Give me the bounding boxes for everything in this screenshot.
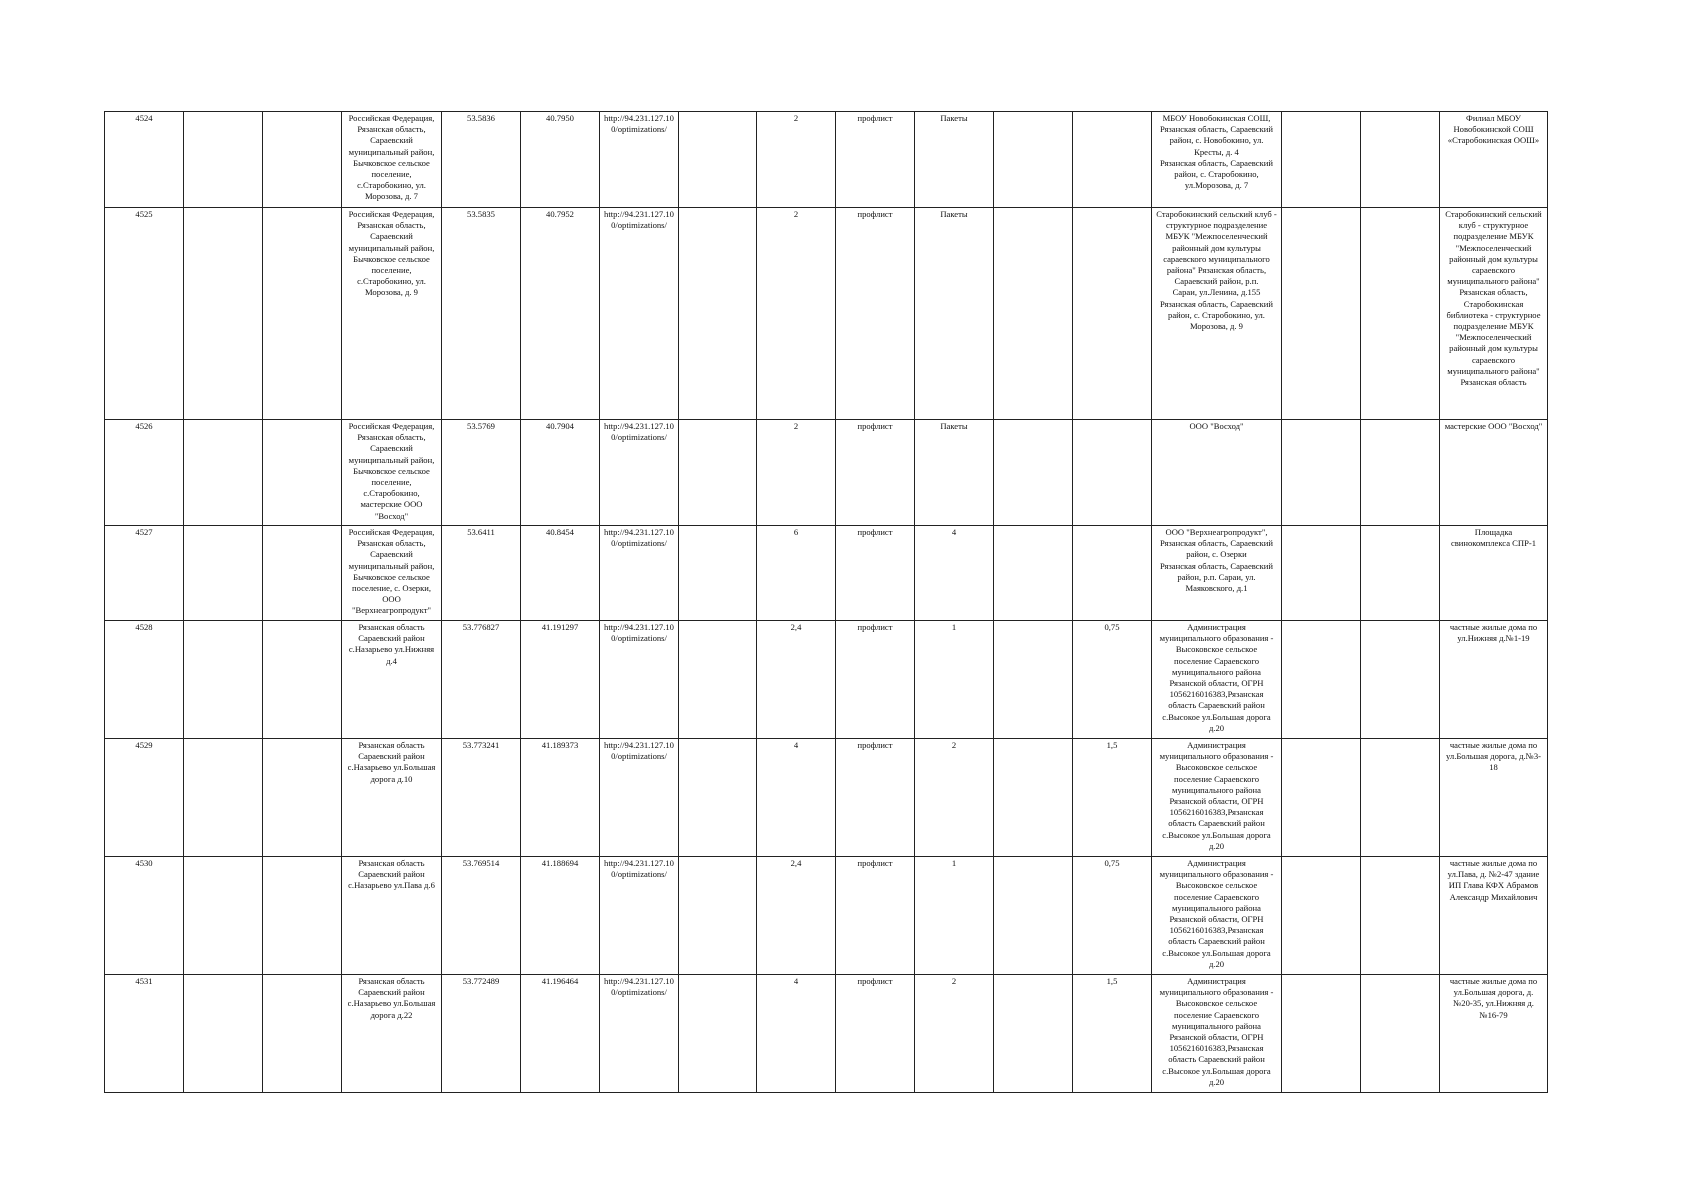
count-text: 1 bbox=[951, 858, 957, 868]
cell-id bbox=[105, 420, 184, 526]
cell-empty bbox=[1282, 112, 1361, 208]
volume-text: 0,75 bbox=[1104, 858, 1120, 868]
cell-empty bbox=[1361, 208, 1440, 420]
address-text: Рязанская область Сараевский район с.Назарьево ул.Нижняя д.4 bbox=[348, 622, 435, 666]
lat-text: 53.5836 bbox=[467, 113, 495, 123]
address-text: Рязанская область Сараевский район с.Назарьево ул.Пава д.6 bbox=[348, 858, 435, 891]
cell-empty bbox=[679, 739, 757, 857]
cell-empty bbox=[679, 112, 757, 208]
lon-text: 40.7952 bbox=[546, 209, 574, 219]
lat-text: 53.6411 bbox=[467, 527, 495, 537]
cell-url bbox=[600, 621, 679, 739]
cell-count bbox=[915, 857, 994, 975]
cell-area bbox=[757, 420, 836, 526]
source-text: частные жилые дома по ул.Нижняя д.№1-19 bbox=[1449, 622, 1538, 644]
table-row bbox=[105, 526, 1548, 621]
cell-source bbox=[1440, 739, 1548, 857]
material-text: профлист bbox=[857, 858, 893, 868]
cell-material bbox=[836, 857, 915, 975]
cell-lon bbox=[521, 208, 600, 420]
area-text: 2,4 bbox=[790, 622, 802, 632]
cell-owner bbox=[1152, 739, 1282, 857]
material-text: профлист bbox=[857, 421, 893, 431]
area-text: 4 bbox=[793, 740, 799, 750]
cell-address bbox=[342, 621, 442, 739]
source-text: мастерские ООО "Восход" bbox=[1444, 421, 1543, 431]
id-text: 4527 bbox=[135, 527, 153, 537]
area-text: 2 bbox=[793, 113, 799, 123]
cell-lon bbox=[521, 975, 600, 1093]
address-text: Российская Федерация, Рязанская область, Сараевский муниципальный район, Бычковское сельское поселение, с.Старобокино, мастерские ООО "Восход" bbox=[348, 421, 435, 521]
lat-text: 53.776827 bbox=[462, 622, 500, 632]
id-text: 4529 bbox=[135, 740, 153, 750]
cell-empty bbox=[679, 621, 757, 739]
cell-url bbox=[600, 420, 679, 526]
owner-text: Администрация муниципального образования - Высоковское сельское поселение Сараевского муниципального района Рязанской области, ОГРН 1056216016383,Рязанская область Сараевский район с.Высокое ул.Большая дорога д.20 bbox=[1159, 976, 1274, 1087]
lon-text: 41.189373 bbox=[541, 740, 579, 750]
material-text: профлист bbox=[857, 622, 893, 632]
lon-text: 40.7950 bbox=[546, 113, 574, 123]
cell-count bbox=[915, 208, 994, 420]
cell-empty bbox=[679, 420, 757, 526]
url-text: http://94.231.127.10 0/optimizations/ bbox=[604, 976, 674, 998]
count-text: 4 bbox=[951, 527, 957, 537]
cell-count bbox=[915, 739, 994, 857]
cell-empty bbox=[1361, 857, 1440, 975]
cell-url bbox=[600, 112, 679, 208]
cell-lat bbox=[442, 526, 521, 621]
source-text: Филиал МБОУ Новобокинской СОШ «Старобокинская ООШ» bbox=[1447, 113, 1540, 146]
address-text: Российская Федерация, Рязанская область, Сараевский муниципальный район, Бычковское сельское поселение, с. Озерки, ООО "Верхнеагропродукт" bbox=[348, 527, 435, 616]
source-text: Площадка свинокомплекса СПР-1 bbox=[1450, 527, 1537, 549]
cell-empty bbox=[184, 526, 263, 621]
cell-area bbox=[757, 526, 836, 621]
lat-text: 53.772489 bbox=[462, 976, 500, 986]
cell-owner bbox=[1152, 112, 1282, 208]
id-text: 4530 bbox=[135, 858, 153, 868]
cell-empty bbox=[1361, 420, 1440, 526]
cell-volume bbox=[1073, 739, 1152, 857]
area-text: 2 bbox=[793, 421, 799, 431]
cell-lat bbox=[442, 739, 521, 857]
source-text: частные жилые дома по ул.Большая дорога, д.№3- 18 bbox=[1446, 740, 1541, 773]
table-row bbox=[105, 112, 1548, 208]
cell-area bbox=[757, 621, 836, 739]
lat-text: 53.5835 bbox=[467, 209, 495, 219]
lon-text: 41.196464 bbox=[541, 976, 579, 986]
cell-empty bbox=[184, 621, 263, 739]
owner-text: ООО "Восход" bbox=[1189, 421, 1244, 431]
owner-text: МБОУ Новобокинская СОШ, Рязанская область, Сараевский район, с. Новобокино, ул. Кресты, д. 4 Рязанская область, Сараевский район, с. Старобокино, ул.Морозова, д. 7 bbox=[1160, 113, 1273, 191]
area-text: 2 bbox=[793, 209, 799, 219]
cell-source bbox=[1440, 857, 1548, 975]
table-row bbox=[105, 857, 1548, 975]
cell-area bbox=[757, 739, 836, 857]
cell-empty bbox=[263, 208, 342, 420]
cell-address bbox=[342, 526, 442, 621]
lat-text: 53.5769 bbox=[467, 421, 495, 431]
url-text: http://94.231.127.10 0/optimizations/ bbox=[604, 740, 674, 762]
material-text: профлист bbox=[857, 527, 893, 537]
cell-url bbox=[600, 526, 679, 621]
url-text: http://94.231.127.10 0/optimizations/ bbox=[604, 421, 674, 443]
cell-address bbox=[342, 975, 442, 1093]
area-text: 6 bbox=[793, 527, 799, 537]
cell-empty bbox=[263, 420, 342, 526]
cell-lon bbox=[521, 739, 600, 857]
cell-material bbox=[836, 526, 915, 621]
id-text: 4531 bbox=[135, 976, 153, 986]
cell-source bbox=[1440, 975, 1548, 1093]
table-row bbox=[105, 621, 1548, 739]
table-row bbox=[105, 208, 1548, 420]
cell-id bbox=[105, 208, 184, 420]
count-text: 1 bbox=[951, 622, 957, 632]
cell-lat bbox=[442, 621, 521, 739]
url-text: http://94.231.127.10 0/optimizations/ bbox=[604, 527, 674, 549]
cell-lat bbox=[442, 208, 521, 420]
cell-address bbox=[342, 112, 442, 208]
cell-material bbox=[836, 739, 915, 857]
count-text: Пакеты bbox=[940, 209, 968, 219]
cell-material bbox=[836, 420, 915, 526]
cell-id bbox=[105, 739, 184, 857]
cell-empty bbox=[994, 526, 1073, 621]
cell-source bbox=[1440, 420, 1548, 526]
cell-empty bbox=[1282, 739, 1361, 857]
cell-id bbox=[105, 621, 184, 739]
cell-empty bbox=[263, 112, 342, 208]
cell-url bbox=[600, 857, 679, 975]
owner-text: Администрация муниципального образования - Высоковское сельское поселение Сараевского муниципального района Рязанской области, ОГРН 1056216016383,Рязанская область Сараевский район с.Высокое ул.Большая дорога д.20 bbox=[1159, 740, 1274, 851]
cell-lat bbox=[442, 857, 521, 975]
material-text: профлист bbox=[857, 740, 893, 750]
id-text: 4525 bbox=[135, 209, 153, 219]
cell-count bbox=[915, 112, 994, 208]
count-text: Пакеты bbox=[940, 421, 968, 431]
cell-area bbox=[757, 975, 836, 1093]
id-text: 4524 bbox=[135, 113, 153, 123]
area-text: 4 bbox=[793, 976, 799, 986]
cell-lat bbox=[442, 975, 521, 1093]
cell-empty bbox=[1282, 526, 1361, 621]
cell-owner bbox=[1152, 526, 1282, 621]
source-text: частные жилые дома по ул.Большая дорога, д. №20-35, ул.Нижняя д. №16-79 bbox=[1449, 976, 1538, 1020]
cell-lat bbox=[442, 420, 521, 526]
lon-text: 41.188694 bbox=[541, 858, 579, 868]
table-row bbox=[105, 975, 1548, 1093]
lat-text: 53.773241 bbox=[462, 740, 500, 750]
cell-owner bbox=[1152, 208, 1282, 420]
cell-id bbox=[105, 975, 184, 1093]
cell-material bbox=[836, 112, 915, 208]
id-text: 4526 bbox=[135, 421, 153, 431]
area-text: 2,4 bbox=[790, 858, 802, 868]
cell-address bbox=[342, 420, 442, 526]
cell-material bbox=[836, 975, 915, 1093]
cell-owner bbox=[1152, 975, 1282, 1093]
url-text: http://94.231.127.10 0/optimizations/ bbox=[604, 622, 674, 644]
cell-lon bbox=[521, 526, 600, 621]
owner-text: Старобокинский сельский клуб - структурное подразделение МБУК "Межпоселенческий районный дом культуры сараевского муниципального района" Рязанская область, Сараевский район, р.п. Сараи, ул.Ленина, д.155 Рязанская область, Сараевский район, с. Старобокино, ул. Морозова, д. 9 bbox=[1156, 209, 1277, 332]
cell-owner bbox=[1152, 420, 1282, 526]
url-text: http://94.231.127.10 0/optimizations/ bbox=[604, 858, 674, 880]
cell-volume bbox=[1073, 208, 1152, 420]
cell-empty bbox=[994, 420, 1073, 526]
cell-address bbox=[342, 857, 442, 975]
cell-empty bbox=[263, 526, 342, 621]
cell-empty bbox=[994, 739, 1073, 857]
count-text: 2 bbox=[951, 976, 957, 986]
cell-empty bbox=[184, 112, 263, 208]
cell-empty bbox=[1361, 975, 1440, 1093]
material-text: профлист bbox=[857, 209, 893, 219]
cell-empty bbox=[263, 739, 342, 857]
cell-empty bbox=[994, 621, 1073, 739]
source-text: частные жилые дома по ул.Пава, д. №2-47 здание ИП Глава КФХ Абрамов Александр Михайлович bbox=[1447, 858, 1540, 902]
volume-text: 0,75 bbox=[1104, 622, 1120, 632]
registry-table bbox=[104, 111, 1548, 1093]
cell-empty bbox=[679, 857, 757, 975]
cell-id bbox=[105, 857, 184, 975]
cell-empty bbox=[263, 621, 342, 739]
cell-empty bbox=[184, 857, 263, 975]
cell-empty bbox=[1282, 420, 1361, 526]
cell-volume bbox=[1073, 975, 1152, 1093]
cell-empty bbox=[1361, 739, 1440, 857]
cell-material bbox=[836, 621, 915, 739]
cell-count bbox=[915, 420, 994, 526]
address-text: Рязанская область Сараевский район с.Назарьево ул.Большая дорога д.22 bbox=[347, 976, 436, 1020]
cell-owner bbox=[1152, 857, 1282, 975]
url-text: http://94.231.127.10 0/optimizations/ bbox=[604, 209, 674, 231]
cell-area bbox=[757, 112, 836, 208]
cell-empty bbox=[1282, 857, 1361, 975]
cell-empty bbox=[1282, 621, 1361, 739]
volume-text: 1,5 bbox=[1106, 740, 1118, 750]
cell-empty bbox=[679, 208, 757, 420]
cell-empty bbox=[1361, 112, 1440, 208]
cell-volume bbox=[1073, 420, 1152, 526]
cell-lon bbox=[521, 857, 600, 975]
cell-empty bbox=[184, 420, 263, 526]
cell-empty bbox=[994, 208, 1073, 420]
cell-empty bbox=[994, 975, 1073, 1093]
owner-text: Администрация муниципального образования - Высоковское сельское поселение Сараевского муниципального района Рязанской области, ОГРН 1056216016383,Рязанская область Сараевский район с.Высокое ул.Большая дорога д.20 bbox=[1159, 858, 1274, 969]
source-text: Старобокинский сельский клуб - структурное подразделение МБУК "Межпоселенческий районный дом культуры сараевского муниципального района" Рязанская область, Старобокинская библиотека - структурное подразделение МБУК "Межпоселенческий районный дом культуры сараевского муниципального района" Рязанская область bbox=[1445, 209, 1542, 388]
cell-empty bbox=[263, 975, 342, 1093]
address-text: Российская Федерация, Рязанская область, Сараевский муниципальный район, Бычковское сельское поселение, с.Старобокино, ул. Морозова, д. 7 bbox=[348, 113, 435, 202]
count-text: 2 bbox=[951, 740, 957, 750]
cell-count bbox=[915, 621, 994, 739]
address-text: Рязанская область Сараевский район с.Назарьево ул.Большая дорога д.10 bbox=[347, 740, 436, 784]
cell-lat bbox=[442, 112, 521, 208]
cell-empty bbox=[184, 739, 263, 857]
cell-empty bbox=[679, 526, 757, 621]
table-row bbox=[105, 739, 1548, 857]
cell-id bbox=[105, 112, 184, 208]
cell-count bbox=[915, 526, 994, 621]
cell-area bbox=[757, 857, 836, 975]
cell-volume bbox=[1073, 526, 1152, 621]
owner-text: Администрация муниципального образования - Высоковское сельское поселение Сараевского муниципального района Рязанской области, ОГРН 1056216016383,Рязанская область Сараевский район с.Высокое ул.Большая дорога д.20 bbox=[1159, 622, 1274, 733]
cell-owner bbox=[1152, 621, 1282, 739]
cell-material bbox=[836, 208, 915, 420]
cell-address bbox=[342, 208, 442, 420]
cell-count bbox=[915, 975, 994, 1093]
cell-source bbox=[1440, 621, 1548, 739]
cell-volume bbox=[1073, 857, 1152, 975]
cell-lon bbox=[521, 420, 600, 526]
table-row bbox=[105, 420, 1548, 526]
id-text: 4528 bbox=[135, 622, 153, 632]
lat-text: 53.769514 bbox=[462, 858, 500, 868]
cell-url bbox=[600, 975, 679, 1093]
volume-text: 1,5 bbox=[1106, 976, 1118, 986]
lon-text: 40.7904 bbox=[546, 421, 574, 431]
cell-source bbox=[1440, 112, 1548, 208]
count-text: Пакеты bbox=[940, 113, 968, 123]
material-text: профлист bbox=[857, 976, 893, 986]
cell-address bbox=[342, 739, 442, 857]
cell-empty bbox=[184, 975, 263, 1093]
owner-text: ООО "Верхнеагропродукт", Рязанская область, Сараевский район, с. Озерки Рязанская область, Сараевский район, р.п. Сараи, ул. Маяковского, д.1 bbox=[1160, 527, 1273, 594]
cell-url bbox=[600, 739, 679, 857]
cell-area bbox=[757, 208, 836, 420]
lon-text: 41.191297 bbox=[541, 622, 579, 632]
cell-url bbox=[600, 208, 679, 420]
cell-empty bbox=[1361, 526, 1440, 621]
cell-empty bbox=[994, 112, 1073, 208]
material-text: профлист bbox=[857, 113, 893, 123]
cell-volume bbox=[1073, 112, 1152, 208]
lon-text: 40.8454 bbox=[546, 527, 574, 537]
cell-empty bbox=[1282, 208, 1361, 420]
url-text: http://94.231.127.10 0/optimizations/ bbox=[604, 113, 674, 135]
cell-lon bbox=[521, 112, 600, 208]
cell-lon bbox=[521, 621, 600, 739]
address-text: Российская Федерация, Рязанская область, Сараевский муниципальный район, Бычковское сельское поселение, с.Старобокино, ул. Морозова, д. 9 bbox=[348, 209, 435, 298]
cell-source bbox=[1440, 208, 1548, 420]
cell-empty bbox=[1361, 621, 1440, 739]
cell-empty bbox=[994, 857, 1073, 975]
cell-empty bbox=[184, 208, 263, 420]
cell-id bbox=[105, 526, 184, 621]
cell-source bbox=[1440, 526, 1548, 621]
cell-empty bbox=[679, 975, 757, 1093]
cell-empty bbox=[1282, 975, 1361, 1093]
cell-volume bbox=[1073, 621, 1152, 739]
cell-empty bbox=[263, 857, 342, 975]
